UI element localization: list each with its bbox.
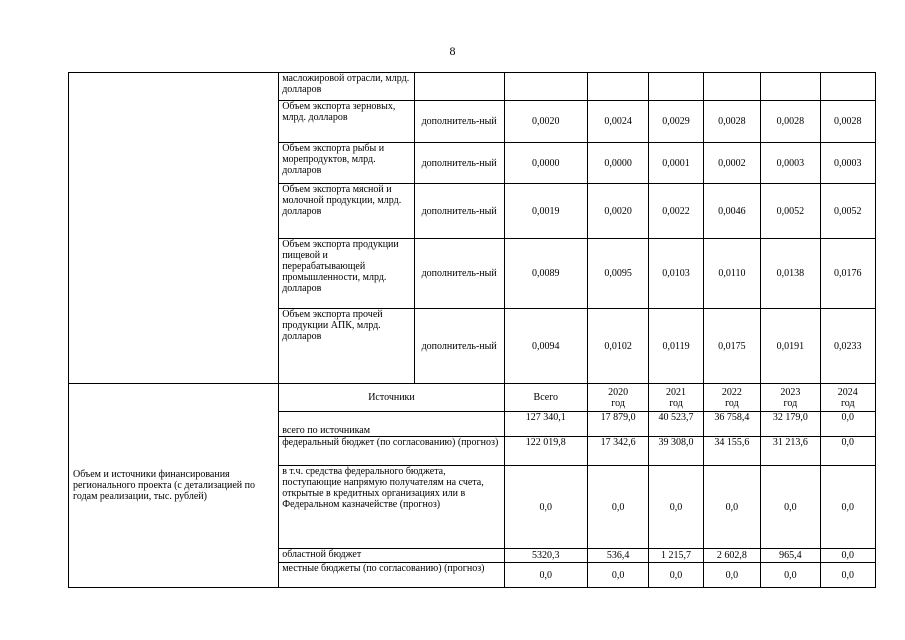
indicator-value xyxy=(703,73,760,101)
indicator-value: 0,0233 xyxy=(820,309,875,384)
funding-value: 0,0 xyxy=(649,466,703,549)
funding-value: 0,0 xyxy=(820,437,875,466)
indicator-value: 0,0000 xyxy=(587,143,649,184)
funding-value: 0,0 xyxy=(761,466,820,549)
indicator-value: 0,0089 xyxy=(504,239,587,309)
indicator-value: 0,0176 xyxy=(820,239,875,309)
indicator-name: Объем экспорта продукции пищевой и перерабатывающей промышленности, млрд. долларов xyxy=(279,239,414,309)
indicator-value xyxy=(587,73,649,101)
indicator-type: дополнитель-ный xyxy=(414,184,504,239)
indicator-value: 0,0001 xyxy=(649,143,703,184)
year-header: 2021 год xyxy=(649,384,703,412)
funding-section-label: Объем и источники финансирования регионального проекта (с детализацией по годам реализации, тыс. рублей) xyxy=(69,384,279,588)
funding-value: 40 523,7 xyxy=(649,412,703,437)
funding-value: 0,0 xyxy=(504,563,587,588)
indicator-value: 0,0102 xyxy=(587,309,649,384)
indicator-value: 0,0029 xyxy=(649,101,703,143)
funding-source-label: местные бюджеты (по согласованию) (прогноз) xyxy=(279,563,505,588)
indicator-value: 0,0046 xyxy=(703,184,760,239)
indicator-value xyxy=(504,73,587,101)
funding-source-label: всего по источникам xyxy=(279,412,505,437)
project-table xyxy=(68,72,876,588)
indicator-value: 0,0138 xyxy=(761,239,820,309)
funding-value: 0,0 xyxy=(820,412,875,437)
funding-value: 536,4 xyxy=(587,549,649,563)
funding-value: 0,0 xyxy=(504,466,587,549)
funding-source-label: в т.ч. средства федерального бюджета, поступающие напрямую получателям на счета, открытые в кредитных организациях или в Федеральном казначействе (прогноз) xyxy=(279,466,505,549)
year-header: 2023 год xyxy=(761,384,820,412)
indicator-value: 0,0000 xyxy=(504,143,587,184)
funding-value: 0,0 xyxy=(820,563,875,588)
funding-value: 36 758,4 xyxy=(703,412,760,437)
indicator-value: 0,0052 xyxy=(761,184,820,239)
funding-value: 965,4 xyxy=(761,549,820,563)
funding-value: 0,0 xyxy=(587,563,649,588)
funding-value: 32 179,0 xyxy=(761,412,820,437)
funding-value: 0,0 xyxy=(761,563,820,588)
indicator-value: 0,0003 xyxy=(820,143,875,184)
funding-value: 5320,3 xyxy=(504,549,587,563)
indicator-value xyxy=(761,73,820,101)
indicator-value: 0,0024 xyxy=(587,101,649,143)
indicator-value: 0,0022 xyxy=(649,184,703,239)
funding-source-label: федеральный бюджет (по согласованию) (прогноз) xyxy=(279,437,505,466)
indicator-value: 0,0003 xyxy=(761,143,820,184)
year-header: 2022 год xyxy=(703,384,760,412)
indicator-value: 0,0019 xyxy=(504,184,587,239)
indicator-value xyxy=(649,73,703,101)
indicator-value: 0,0103 xyxy=(649,239,703,309)
indicator-row xyxy=(69,73,876,101)
indicator-value: 0,0020 xyxy=(504,101,587,143)
indicator-value: 0,0028 xyxy=(820,101,875,143)
indicator-name: масложировой отрасли, млрд. долларов xyxy=(279,73,414,101)
funding-value: 0,0 xyxy=(820,466,875,549)
indicator-value xyxy=(820,73,875,101)
indicator-type xyxy=(414,73,504,101)
indicator-value: 0,0020 xyxy=(587,184,649,239)
indicator-name: Объем экспорта рыбы и морепродуктов, млрд. долларов xyxy=(279,143,414,184)
funding-value: 0,0 xyxy=(820,549,875,563)
indicator-name: Объем экспорта зерновых, млрд. долларов xyxy=(279,101,414,143)
indicator-name: Объем экспорта прочей продукции АПК, млрд. долларов xyxy=(279,309,414,384)
sources-header: Источники xyxy=(279,384,505,412)
funding-value: 1 215,7 xyxy=(649,549,703,563)
indicator-value: 0,0002 xyxy=(703,143,760,184)
empty-section-cell xyxy=(69,73,279,384)
funding-source-label: областной бюджет xyxy=(279,549,505,563)
indicator-value: 0,0119 xyxy=(649,309,703,384)
funding-value: 2 602,8 xyxy=(703,549,760,563)
funding-value: 39 308,0 xyxy=(649,437,703,466)
total-header: Всего xyxy=(504,384,587,412)
funding-value: 0,0 xyxy=(587,466,649,549)
indicator-type: дополнитель-ный xyxy=(414,101,504,143)
funding-value: 0,0 xyxy=(703,466,760,549)
funding-value: 0,0 xyxy=(703,563,760,588)
funding-value: 122 019,8 xyxy=(504,437,587,466)
indicator-value: 0,0095 xyxy=(587,239,649,309)
indicator-value: 0,0028 xyxy=(761,101,820,143)
funding-header-row xyxy=(69,384,876,412)
funding-value: 17 342,6 xyxy=(587,437,649,466)
indicator-type: дополнитель-ный xyxy=(414,143,504,184)
year-header: 2024 год xyxy=(820,384,875,412)
indicator-name: Объем экспорта мясной и молочной продукции, млрд. долларов xyxy=(279,184,414,239)
funding-value: 34 155,6 xyxy=(703,437,760,466)
indicator-value: 0,0191 xyxy=(761,309,820,384)
funding-value: 127 340,1 xyxy=(504,412,587,437)
funding-value: 31 213,6 xyxy=(761,437,820,466)
indicator-value: 0,0094 xyxy=(504,309,587,384)
year-header: 2020 год xyxy=(587,384,649,412)
funding-value: 0,0 xyxy=(649,563,703,588)
indicator-value: 0,0052 xyxy=(820,184,875,239)
indicator-value: 0,0028 xyxy=(703,101,760,143)
indicator-value: 0,0110 xyxy=(703,239,760,309)
indicator-value: 0,0175 xyxy=(703,309,760,384)
page-number: 8 xyxy=(449,44,456,58)
indicator-type: дополнитель-ный xyxy=(414,239,504,309)
indicator-type: дополнитель-ный xyxy=(414,309,504,384)
funding-value: 17 879,0 xyxy=(587,412,649,437)
